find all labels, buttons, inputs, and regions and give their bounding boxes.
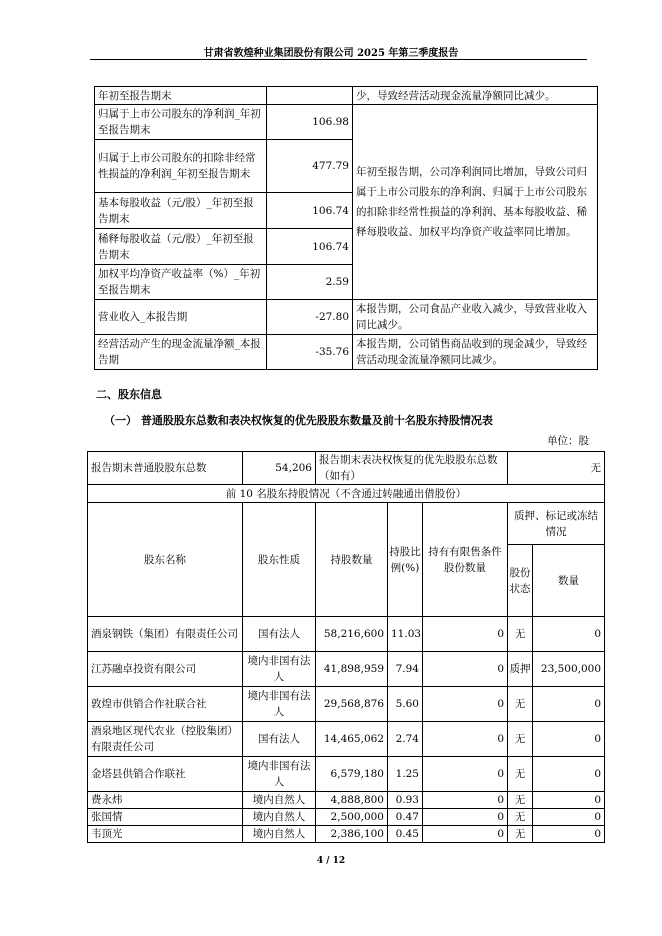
holder-shares: 2,500,000 xyxy=(316,809,388,826)
item-cell: 经营活动产生的现金流量净额_本报告期 xyxy=(95,335,267,370)
holder-restricted: 0 xyxy=(423,792,508,809)
table-row xyxy=(88,792,605,809)
holder-nature: 国有法人 xyxy=(243,617,316,652)
table-row xyxy=(95,300,598,335)
holder-qty: 0 xyxy=(533,809,605,826)
table-row xyxy=(88,757,605,792)
holder-shares: 41,898,959 xyxy=(316,652,388,687)
holder-status: 无 xyxy=(508,722,533,757)
value-cell: 477.79 xyxy=(267,140,353,193)
holder-qty: 23,500,000 xyxy=(533,652,605,687)
value-cell: -27.80 xyxy=(267,300,353,335)
holder-ratio: 11.03 xyxy=(388,617,423,652)
holder-ratio: 7.94 xyxy=(388,652,423,687)
total-holders-label: 报告期末普通股股东总数 xyxy=(88,452,243,485)
holder-restricted: 0 xyxy=(423,617,508,652)
header-ratio: 持股比例(%) xyxy=(388,503,423,617)
holder-restricted: 0 xyxy=(423,809,508,826)
holder-qty: 0 xyxy=(533,617,605,652)
holder-status: 无 xyxy=(508,826,533,843)
holder-name: 韦顶光 xyxy=(88,826,243,843)
item-cell: 年初至报告期末 xyxy=(95,87,267,105)
unit-label: 单位：股 xyxy=(547,435,589,447)
table-row xyxy=(95,87,598,105)
page-header-title: 甘肃省敦煌种业集团股份有限公司 2025 年第三季度报告 xyxy=(203,48,459,59)
value-cell: 106.98 xyxy=(267,105,353,140)
holder-status: 无 xyxy=(508,757,533,792)
value-cell: 106.74 xyxy=(267,193,353,229)
table-row xyxy=(88,687,605,722)
reason-cell: 本报告期，公司销售商品收到的现金减少，导致经营活动现金流量净额同比减少。 xyxy=(353,335,598,370)
holder-ratio: 0.45 xyxy=(388,826,423,843)
item-cell: 营业收入_本报告期 xyxy=(95,300,267,335)
holder-ratio: 0.93 xyxy=(388,792,423,809)
holder-nature: 境内自然人 xyxy=(243,792,316,809)
holder-restricted: 0 xyxy=(423,652,508,687)
holder-shares: 58,216,600 xyxy=(316,617,388,652)
holder-qty: 0 xyxy=(533,722,605,757)
holder-name: 敦煌市供销合作社联合社 xyxy=(88,687,243,722)
holder-restricted: 0 xyxy=(423,826,508,843)
value-cell xyxy=(267,87,353,105)
holder-shares: 29,568,876 xyxy=(316,687,388,722)
holder-restricted: 0 xyxy=(423,722,508,757)
holder-shares: 2,386,100 xyxy=(316,826,388,843)
section-title: 二、股东信息 xyxy=(96,388,162,401)
top10-title-row xyxy=(88,485,605,503)
holder-shares: 14,465,062 xyxy=(316,722,388,757)
header-shares: 持股数量 xyxy=(316,503,388,617)
table-row xyxy=(88,652,605,687)
holder-name: 酒泉地区现代农业（控股集团）有限责任公司 xyxy=(88,722,243,757)
holder-ratio: 5.60 xyxy=(388,687,423,722)
value-cell: 2.59 xyxy=(267,265,353,300)
table-row xyxy=(88,826,605,843)
value-cell: 106.74 xyxy=(267,229,353,265)
holder-name: 张国情 xyxy=(88,809,243,826)
page-number: 4 / 12 xyxy=(316,856,346,866)
top10-title: 前 10 名股东持股情况（不含通过转融通出借股份） xyxy=(88,485,605,503)
item-cell: 稀释每股收益（元/股）_年初至报告期末 xyxy=(95,229,267,265)
table-row xyxy=(88,809,605,826)
holder-nature: 国有法人 xyxy=(243,722,316,757)
item-cell: 基本每股收益（元/股）_年初至报告期末 xyxy=(95,193,267,229)
holder-ratio: 1.25 xyxy=(388,757,423,792)
table-row xyxy=(88,722,605,757)
holder-status: 质押 xyxy=(508,652,533,687)
item-cell: 加权平均净资产收益率（%）_年初至报告期末 xyxy=(95,265,267,300)
holder-ratio: 2.74 xyxy=(388,722,423,757)
header-status: 股份状态 xyxy=(508,545,533,617)
holder-nature: 境内自然人 xyxy=(243,809,316,826)
holder-qty: 0 xyxy=(533,687,605,722)
holder-restricted: 0 xyxy=(423,757,508,792)
header-qty: 数量 xyxy=(533,545,605,617)
header-nature: 股东性质 xyxy=(243,503,316,617)
holder-shares: 6,579,180 xyxy=(316,757,388,792)
header-row xyxy=(88,503,605,545)
item-cell: 归属于上市公司股东的扣除非经常性损益的净利润_年初至报告期末 xyxy=(95,140,267,193)
reason-cell: 本报告期，公司食品产业收入减少，导致营业收入同比减少。 xyxy=(353,300,598,335)
holder-shares: 4,888,800 xyxy=(316,792,388,809)
holder-nature: 境内非国有法人 xyxy=(243,652,316,687)
table-row xyxy=(88,617,605,652)
reason-cell: 少，导致经营活动现金流量净额同比减少。 xyxy=(353,87,598,105)
value-cell: -35.76 xyxy=(267,335,353,370)
holder-nature: 境内自然人 xyxy=(243,826,316,843)
holder-name: 江苏融卓投资有限公司 xyxy=(88,652,243,687)
holder-name: 酒泉钢铁（集团）有限责任公司 xyxy=(88,617,243,652)
item-cell: 归属于上市公司股东的净利润_年初至报告期末 xyxy=(95,105,267,140)
financial-change-table xyxy=(94,86,598,370)
holder-nature: 境内非国有法人 xyxy=(243,757,316,792)
header-restricted: 持有有限售条件股份数量 xyxy=(423,503,508,617)
holder-status: 无 xyxy=(508,617,533,652)
holder-status: 无 xyxy=(508,809,533,826)
holder-qty: 0 xyxy=(533,757,605,792)
holder-ratio: 0.47 xyxy=(388,809,423,826)
table-row xyxy=(95,105,598,140)
holder-restricted: 0 xyxy=(423,687,508,722)
summary-row xyxy=(88,452,605,485)
holder-status: 无 xyxy=(508,792,533,809)
table-row xyxy=(95,335,598,370)
header-pledge: 质押、标记或冻结情况 xyxy=(508,503,605,545)
holder-name: 费永炜 xyxy=(88,792,243,809)
header-divider xyxy=(90,59,587,60)
header-name: 股东名称 xyxy=(88,503,243,617)
total-holders-value: 54,206 xyxy=(243,452,316,485)
holder-nature: 境内非国有法人 xyxy=(243,687,316,722)
subsection-title: （一） 普通股股东总数和表决权恢复的优先股股东数量及前十名股东持股情况表 xyxy=(104,414,493,427)
holder-name: 金塔县供销合作联社 xyxy=(88,757,243,792)
holder-qty: 0 xyxy=(533,826,605,843)
preferred-holders-value: 无 xyxy=(508,452,605,485)
preferred-holders-label: 报告期末表决权恢复的优先股股东总数（如有） xyxy=(316,452,508,485)
shareholder-table xyxy=(87,451,605,843)
reason-cell: 年初至报告期，公司净利润同比增加，导致公司归属于上市公司股东的净利润、归属于上市公司股东的扣除非经常性损益的净利润、基本每股收益、稀释每股收益、加权平均净资产收益率同比增加。 xyxy=(353,105,598,300)
holder-status: 无 xyxy=(508,687,533,722)
holder-qty: 0 xyxy=(533,792,605,809)
